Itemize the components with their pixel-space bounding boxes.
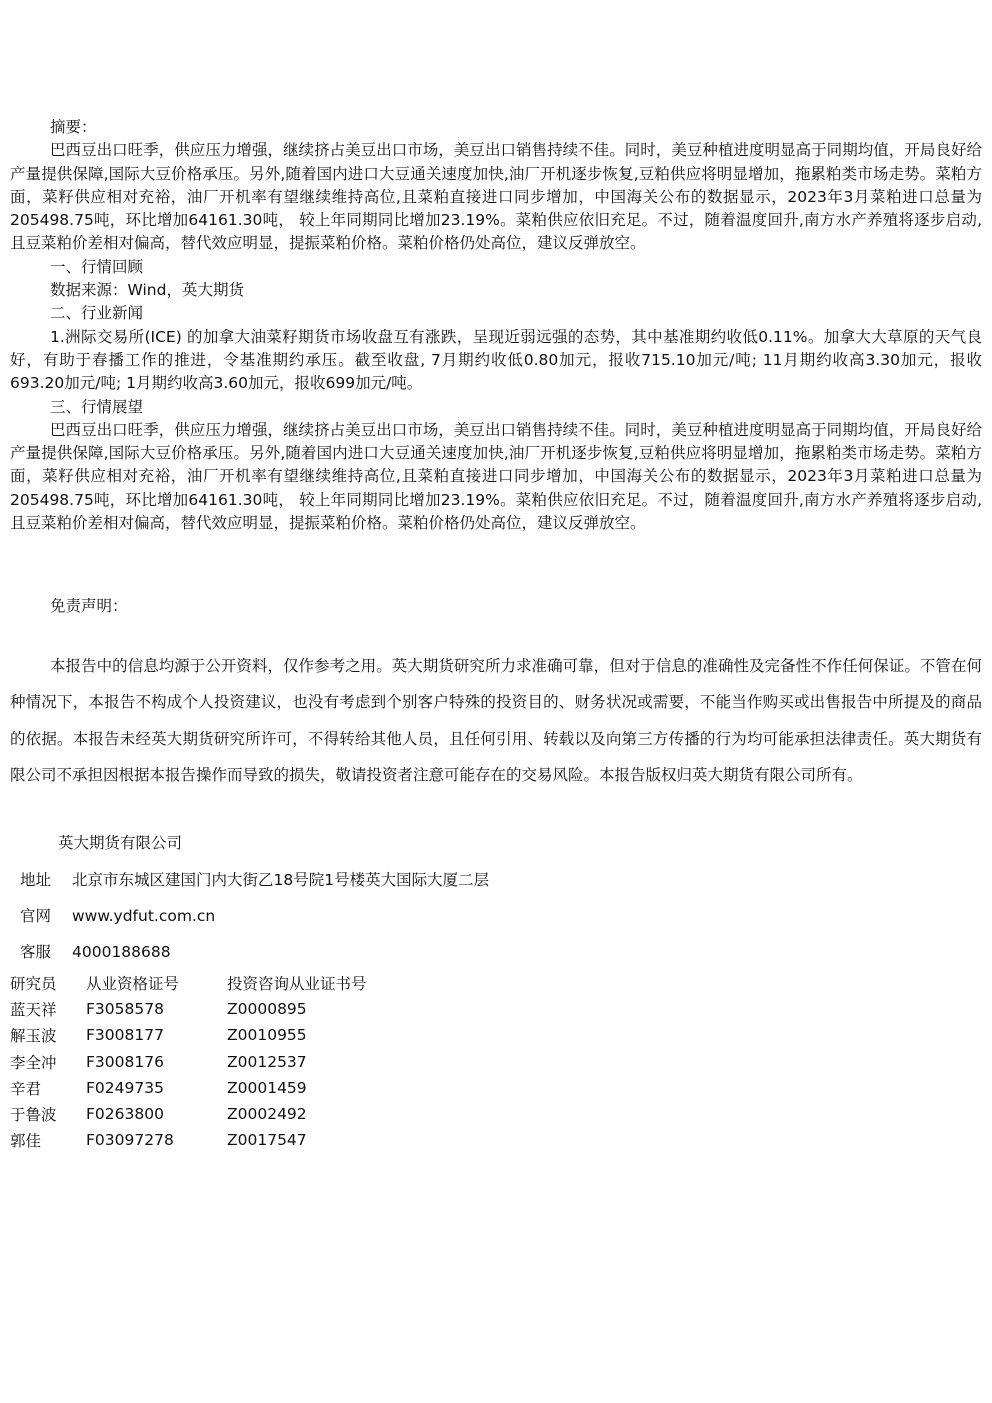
- section-industry-news-heading: 二、行业新闻: [50, 304, 144, 323]
- consulting-certificate-number: Z0012537: [227, 1052, 307, 1071]
- table-row: [10, 1022, 367, 1048]
- address-label: 地址: [20, 871, 52, 889]
- table-row: [10, 1075, 367, 1101]
- table-row: [10, 1127, 367, 1153]
- report-body: [10, 116, 982, 535]
- column-header: 投资咨询从业证书号: [227, 975, 367, 994]
- qualification-number: F3058578: [86, 1000, 164, 1019]
- researcher-name: 于鲁波: [10, 1106, 57, 1125]
- summary-paragraph: 巴西豆出口旺季，供应压力增强，继续挤占美豆出口市场，美豆出口销售持续不佳。同时，美豆种植进度明显高于同期均值，开局良好给产量提供保障,国际大豆价格承压。另外,随着国内进口大豆通关速度加快,油厂开机逐步恢复,豆粕供应将明显增加，拖累粕类市场走势。菜粕方面，菜籽供应相对充裕，油厂开机率有望继续维持高位,且菜粕直接进口同步增加，中国海关公布的数据显示，2023年3月菜粕进口总量为205498.75吨，环比增加64161.30吨， 较上年同期同比增加23.19%。菜粕供应依旧充足。不过，随着温度回升,南方水产养殖将逐步启动,且豆菜粕价差相对偏高，替代效应明显，提振菜粕价格。菜粕价格仍处高位，建议反弹放空。: [10, 141, 982, 253]
- qualification-number: F03097278: [86, 1131, 174, 1150]
- table-row: [10, 996, 367, 1022]
- researcher-table: [10, 970, 367, 1153]
- table-row: [10, 1049, 367, 1075]
- consulting-certificate-number: Z0017547: [227, 1131, 307, 1150]
- service-row: [20, 940, 171, 962]
- company-name: 英大期货有限公司: [58, 834, 183, 852]
- disclaimer-heading: 免责声明：: [50, 597, 128, 615]
- researcher-name: 李全冲: [10, 1053, 57, 1072]
- qualification-number: F0249735: [86, 1078, 164, 1097]
- researcher-name: 解玉波: [10, 1027, 57, 1046]
- consulting-certificate-number: Z0002492: [227, 1105, 307, 1124]
- address-row: [20, 868, 489, 890]
- website-label: 官网: [20, 907, 52, 925]
- data-source-line: 数据来源：Wind，英大期货: [50, 281, 244, 300]
- section-outlook-heading: 三、行情展望: [50, 397, 144, 416]
- column-header: 从业资格证号: [86, 975, 180, 994]
- service-label: 客服: [20, 943, 52, 961]
- researcher-name: 郭佳: [10, 1132, 42, 1151]
- outlook-paragraph: 巴西豆出口旺季，供应压力增强，继续挤占美豆出口市场，美豆出口销售持续不佳。同时，美豆种植进度明显高于同期均值，开局良好给产量提供保障,国际大豆价格承压。另外,随着国内进口大豆通关速度加快,油厂开机逐步恢复,豆粕供应将明显增加，拖累粕类市场走势。菜粕方面，菜籽供应相对充裕，油厂开机率有望继续维持高位,且菜粕直接进口同步增加，中国海关公布的数据显示，2023年3月菜粕进口总量为205498.75吨，环比增加64161.30吨， 较上年同期同比增加23.19%。菜粕供应依旧充足。不过，随着温度回升,南方水产养殖将逐步启动,且豆菜粕价差相对偏高，替代效应明显，提振菜粕价格。菜粕价格仍处高位，建议反弹放空。: [10, 420, 982, 533]
- consulting-certificate-number: Z0001459: [227, 1078, 307, 1097]
- disclaimer-paragraph: 本报告中的信息均源于公开资料，仅作参考之用。英大期货研究所力求准确可靠，但对于信息的准确性及完备性不作任何保证。不管在何种情况下，本报告不构成个人投资建议，也没有考虑到个别客户特殊的投资目的、财务状况或需要，不能当作购买或出售报告中所提及的商品的依据。本报告未经英大期货研究所许可，不得转给其他人员，且任何引用、转载以及向第三方传播的行为均可能承担法律责任。英大期货有限公司不承担因根据本报告操作而导致的损失，敬请投资者注意可能存在的交易风险。本报告版权归英大期货有限公司所有。: [10, 657, 982, 784]
- section-market-review-heading: 一、行情回顾: [50, 257, 144, 276]
- consulting-certificate-number: Z0000895: [227, 1000, 307, 1019]
- address-value: 北京市东城区建国门内大街乙18号院1号楼英大国际大厦二层: [72, 871, 490, 889]
- column-header: 研究员: [10, 975, 57, 994]
- qualification-number: F0263800: [86, 1105, 164, 1124]
- website-row: [20, 904, 215, 926]
- consulting-certificate-number: Z0010955: [227, 1026, 307, 1045]
- industry-news-paragraph: 1.洲际交易所(ICE) 的加拿大油菜籽期货市场收盘互有涨跌，呈现近弱远强的态势，其中基准期约收低0.11%。加拿大大草原的天气良好，有助于春播工作的推进，令基准期约承压。截至收盘, 7月期约收低0.80加元，报收715.10加元/吨; 11月期约收高3.30加元，报收693.20加元/吨; 1月期约收高3.60加元，报收699加元/吨。: [10, 327, 982, 393]
- website-link[interactable]: www.ydfut.com.cn: [72, 907, 216, 925]
- service-phone: 4000188688: [72, 943, 171, 961]
- table-row: [10, 1101, 367, 1127]
- summary-heading: 摘要：: [50, 118, 97, 136]
- qualification-number: F3008176: [86, 1052, 164, 1071]
- qualification-number: F3008177: [86, 1026, 164, 1045]
- researcher-name: 辛君: [10, 1079, 42, 1098]
- table-header-row: [10, 970, 367, 996]
- researcher-name: 蓝天祥: [10, 1001, 57, 1020]
